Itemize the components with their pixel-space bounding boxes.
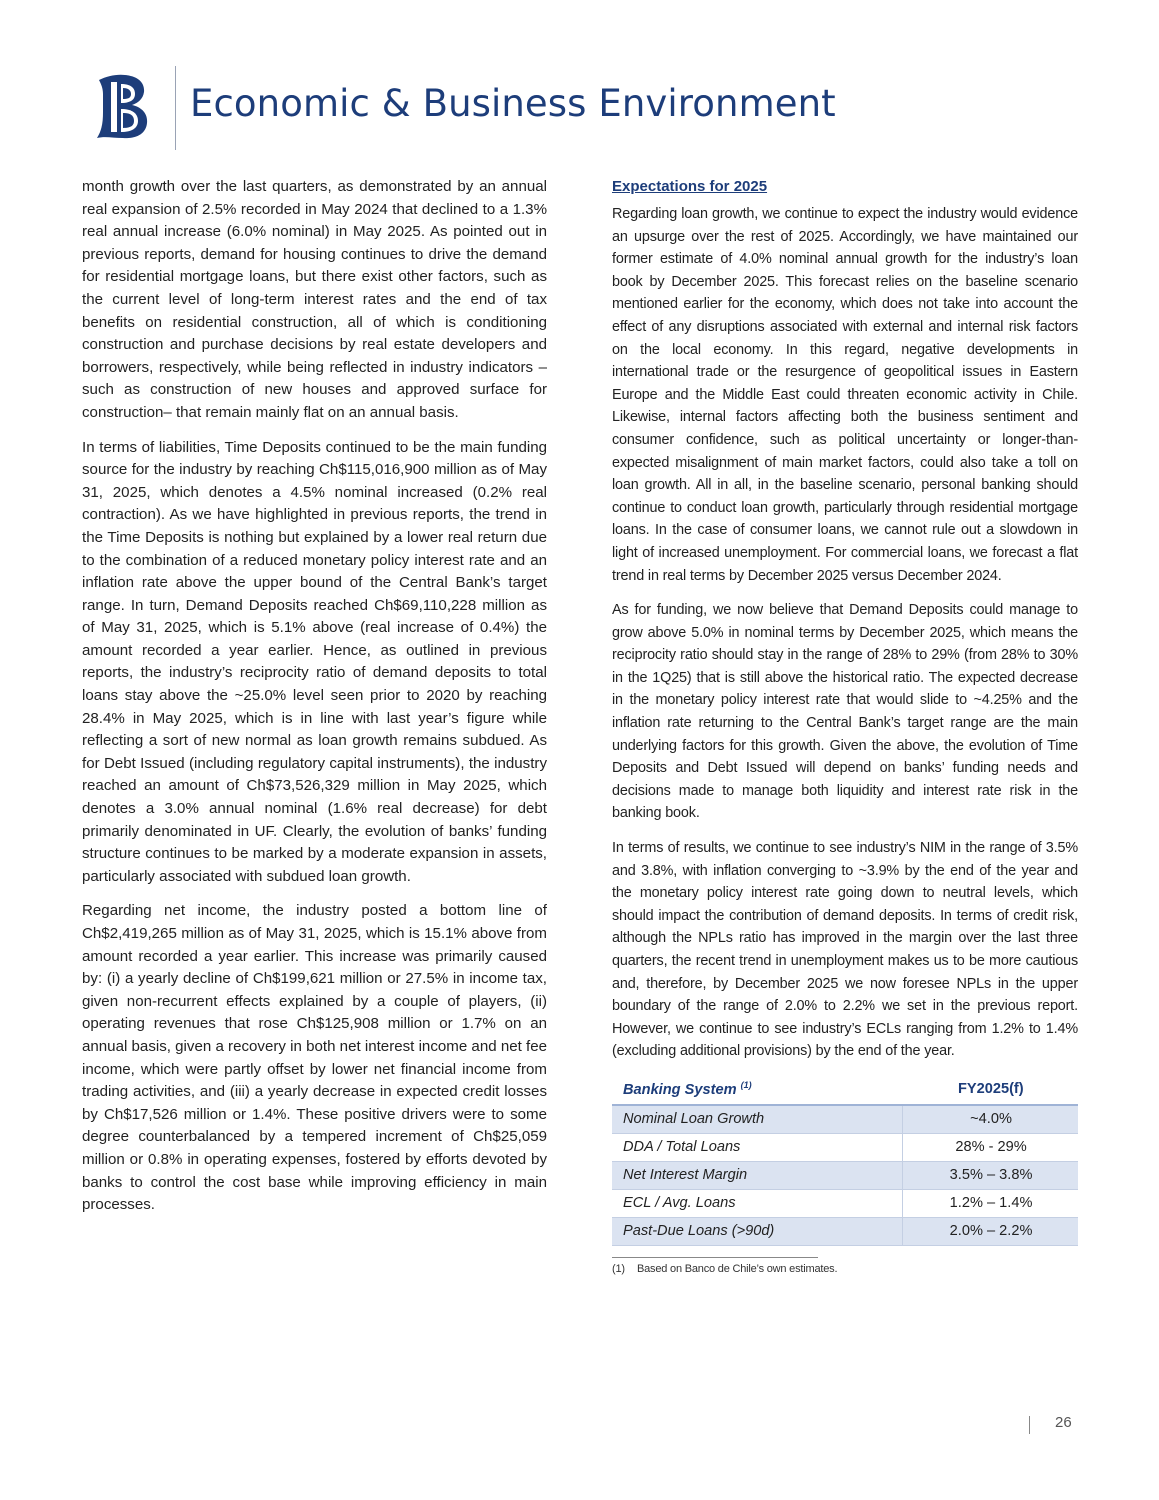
- table-header-value: FY2025(f): [903, 1075, 1078, 1105]
- table-cell-value: ~4.0%: [903, 1105, 1078, 1134]
- table-cell-value: 1.2% – 1.4%: [903, 1189, 1078, 1217]
- right-column: [612, 176, 1078, 1275]
- section-heading-expectations: Expectations for 2025: [612, 178, 768, 195]
- paragraph-housing-demand: month growth over the last quarters, as demonstrated by an annual real expansion of 2.5% recorded in May 2024 that declined to a 1.3% real annual increase (6.0% nominal) in May 2025. As pointed out in previous reports, demand for housing continues to drive the demand for residential mortgage loans, but there exist other factors, such as the current level of long-term interest rates and the end of tax benefits on residential construction, all of which is conditioning construction and purchase decisions by real estate developers and borrowers, respectively, while being reflected in industry indicators –such as construction of new houses and approved surface for construction– that remain mainly flat on an annual basis.: [82, 178, 547, 421]
- table-header-note: (1): [740, 1079, 752, 1090]
- table-cell-label: DDA / Total Loans: [612, 1133, 903, 1161]
- banco-de-chile-b-logo-icon: [93, 72, 157, 140]
- page-number-divider: [1029, 1416, 1030, 1434]
- table-cell-label: Nominal Loan Growth: [612, 1105, 903, 1134]
- paragraph-net-income: Regarding net income, the industry posted a bottom line of Ch$2,419,265 million as of May 31, 2025, which is 15.1% above from amount recorded a year earlier. This increase was primarily caused by: (i) a yearly decline of Ch$199,621 million or 27.5% in income tax, given non-recurrent effects explained by a couple of players, (ii) operating revenues that rose Ch$125,908 million or 1.7% on an annual basis, given a recovery in both net interest income and net fee income, which were partly offset by lower net financial income from trading activities, and (iii) a yearly decrease in expected credit losses by Ch$17,526 million or 1.4%. These positive drivers were to some degree counterbalanced by a tempered increment of Ch$25,059 million or 0.8% in operating expenses, fostered by efforts devoted by banks to control the cost base while improving efficiency in main processes.: [82, 902, 547, 1214]
- page-header: [93, 64, 1093, 154]
- footnote-mark: (1): [612, 1262, 625, 1275]
- page-number: 26: [1055, 1414, 1072, 1431]
- table-cell-value: 2.0% – 2.2%: [903, 1217, 1078, 1245]
- table-cell-value: 28% - 29%: [903, 1133, 1078, 1161]
- forecast-table: [612, 1075, 1078, 1246]
- table-row: [612, 1189, 1078, 1217]
- table-cell-value: 3.5% – 3.8%: [903, 1161, 1078, 1189]
- table-header-label: Banking System $^{(1)}$: [612, 1075, 903, 1105]
- table-header-row: [612, 1075, 1078, 1105]
- paragraph-funding: As for funding, we now believe that Demand Deposits could manage to grow above 5.0% in nominal terms by December 2025, which means the reciprocity ratio should stay in the range of 28% to 29% (from 28% to 30% in the 1Q25) that is still above the historical ratio. The expected decrease in the monetary policy interest rate that would slide to ~4.25% and the inflation rate returning to the Central Bank’s target range are the main underlying factors for this growth. Given the above, the evolution of Time Deposits and Debt Issued will depend on banks’ funding needs and decisions made to manage both liquidity and interest rate risk in the banking book.: [612, 602, 1078, 822]
- table-row: [612, 1217, 1078, 1245]
- table-row: [612, 1133, 1078, 1161]
- paragraph-loan-growth: Regarding loan growth, we continue to expect the industry would evidence an upsurge over the rest of 2025. Accordingly, we have maintained our former estimate of 4.0% nominal annual growth for the industry’s loan book by December 2025. This forecast relies on the baseline scenario mentioned earlier for the economy, which does not take into account the effect of any disruptions associated with external and internal risk factors on the local economy. In this regard, negative developments in international trade or the resurgence of geopolitical issues in Eastern Europe and the Middle East could threaten economic activity in Chile. Likewise, internal factors affecting both the business sentiment and consumer confidence, such as political uncertainty or longer-than-expected misalignment of main market factors, could also take a toll on loan growth. All in all, in the baseline scenario, personal banking should continue to conduct loan growth, particularly through residential mortgage loans. In the case of consumer loans, we cannot rule out a slowdown in light of increased unemployment. For commercial loans, we forecast a flat trend in real terms by December 2025 versus December 2024.: [612, 206, 1078, 584]
- table-row: [612, 1105, 1078, 1134]
- footnote-divider: [612, 1257, 818, 1258]
- header-divider: [175, 66, 176, 150]
- paragraph-liabilities: In terms of liabilities, Time Deposits continued to be the main funding source for the industry by reaching Ch$115,016,900 million as of May 31, 2025, which denotes a 4.5% nominal increased (0.2% real contraction). As we have highlighted in previous reports, the trend in the Time Deposits is nothing but explained by a lower real return due to the combination of a reduced monetary policy interest rate and an inflation rate above the upper bound of the Central Bank’s target range. In turn, Demand Deposits reached Ch$69,110,228 million as of May 31, 2025, which is 5.1% above (real increase of 0.4%) the amount recorded a year earlier. Hence, as outlined in previous reports, the industry’s reciprocity ratio of demand deposits to total loans stay above the ~25.0% level seen prior to 2020 by reaching 28.4% in May 2025, which is in line with last year’s figure while reflecting a sort of new normal as loan growth remains subdued. As for Debt Issued (including regulatory capital instruments), the industry reached an amount of Ch$73,526,329 million in May 2025, which denotes a 3.0% annual nominal (1.6% real decrease) for debt primarily denominated in UF. Clearly, the evolution of banks’ funding structure continues to be marked by a moderate expansion in assets, particularly associated with subdued loan growth.: [82, 438, 547, 885]
- page-title: Economic & Business Environment: [190, 82, 836, 125]
- table-row: [612, 1161, 1078, 1189]
- table-cell-label: Net Interest Margin: [612, 1161, 903, 1189]
- paragraph-results: In terms of results, we continue to see industry’s NIM in the range of 3.5% and 3.8%, with inflation converging to ~3.9% by the end of the year and the monetary policy interest rate going down to neutral levels, which should impact the contribution of demand deposits. In terms of credit risk, although the NPLs ratio has improved in the margin over the last three quarters, the recent trend in unemployment makes us to be more cautious and, therefore, by December 2025 we now foresee NPLs in the upper boundary of the range of 2.0% to 2.2% we set in the previous report. However, we continue to see industry’s ECLs ranging from 1.2% to 1.4% (excluding additional provisions) by the end of the year.: [612, 840, 1078, 1060]
- footnote-text: Based on Banco de Chile’s own estimates.: [637, 1262, 838, 1275]
- table-cell-label: ECL / Avg. Loans: [612, 1189, 903, 1217]
- left-column: [82, 176, 547, 1229]
- footnote: [612, 1263, 1078, 1275]
- table-cell-label: Past-Due Loans (>90d): [612, 1217, 903, 1245]
